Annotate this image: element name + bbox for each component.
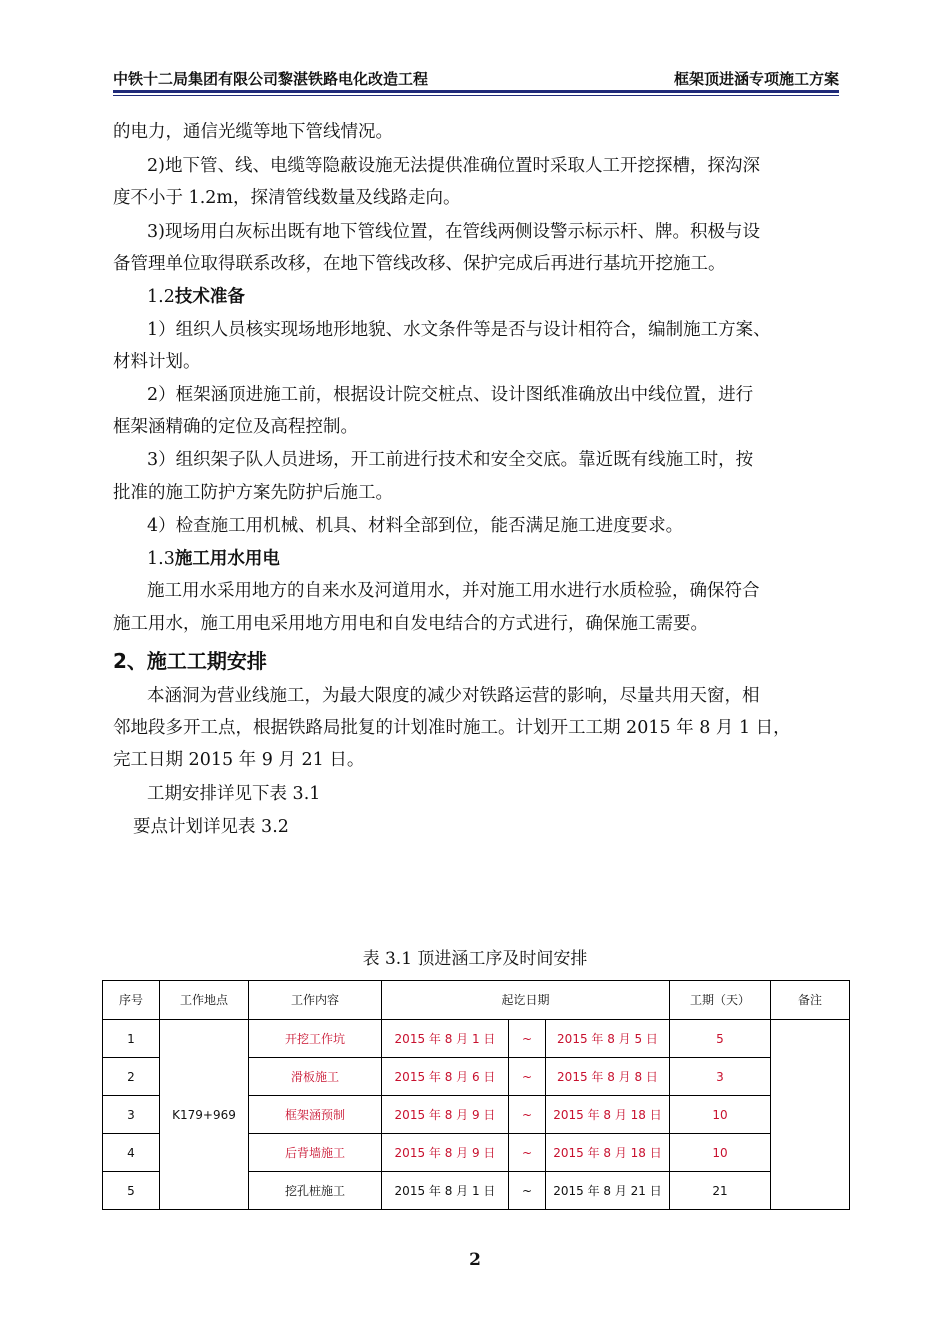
cell-days: 3 bbox=[670, 1058, 771, 1096]
header-seq: 序号 bbox=[103, 981, 160, 1020]
cell-start: 2015 年 8 月 6 日 bbox=[382, 1058, 509, 1096]
paragraph-line: 要点计划详见表 3.2 bbox=[133, 817, 289, 837]
header-document-title: 框架顶进涵专项施工方案 bbox=[673, 70, 839, 88]
page-header bbox=[113, 66, 839, 88]
paragraph-line: 完工日期 2015 年 9 月 21 日。 bbox=[113, 750, 365, 770]
paragraph-line: 材料计划。 bbox=[113, 352, 201, 372]
paragraph-line: 本涵洞为营业线施工，为最大限度的减少对铁路运营的影响，尽量共用天窗，相 bbox=[147, 686, 760, 706]
paragraph-line: 施工用水采用地方的自来水及河道用水，并对施工用水进行水质检验，确保符合 bbox=[147, 581, 760, 601]
cell-content: 后背墙施工 bbox=[249, 1134, 382, 1172]
cell-end: 2015 年 8 月 18 日 bbox=[546, 1096, 670, 1134]
cell-days: 10 bbox=[670, 1134, 771, 1172]
section-heading-1-3 bbox=[147, 545, 280, 570]
cell-days: 21 bbox=[670, 1172, 771, 1210]
paragraph-line: 的电力，通信光缆等地下管线情况。 bbox=[113, 122, 393, 142]
section-title: 技术准备 bbox=[174, 287, 245, 307]
cell-end: 2015 年 8 月 5 日 bbox=[546, 1020, 670, 1058]
paragraph-line: 2）框架涵顶进施工前，根据设计院交桩点、设计图纸准确放出中线位置，进行 bbox=[147, 385, 754, 405]
cell-start: 2015 年 8 月 9 日 bbox=[382, 1096, 509, 1134]
cell-separator: ~ bbox=[509, 1096, 546, 1134]
header-location: 工作地点 bbox=[160, 981, 249, 1020]
paragraph-line: 1）组织人员核实现场地形地貌、水文条件等是否与设计相符合，编制施工方案、 bbox=[147, 320, 771, 340]
paragraph-line: 备管理单位取得联系改移，在地下管线改移、保护完成后再进行基坑开挖施工。 bbox=[113, 254, 726, 274]
paragraph-line: 3)现场用白灰标出既有地下管线位置，在管线两侧设警示标示杆、牌。积极与设 bbox=[147, 222, 760, 242]
section-title: 施工用水用电 bbox=[174, 549, 280, 569]
cell-start: 2015 年 8 月 1 日 bbox=[382, 1172, 509, 1210]
cell-separator: ~ bbox=[509, 1172, 546, 1210]
cell-seq: 3 bbox=[103, 1096, 160, 1134]
page-number: 2 bbox=[469, 1250, 481, 1270]
paragraph-line: 工期安排详见下表 3.1 bbox=[147, 784, 321, 804]
header-project-title: 中铁十二局集团有限公司黎湛铁路电化改造工程 bbox=[113, 70, 429, 88]
paragraph-line: 批准的施工防护方案先防护后施工。 bbox=[113, 483, 393, 503]
paragraph-line: 框架涵精确的定位及高程控制。 bbox=[113, 417, 358, 437]
cell-content: 框架涵预制 bbox=[249, 1096, 382, 1134]
header-rule-thick bbox=[113, 90, 839, 93]
cell-seq: 1 bbox=[103, 1020, 160, 1058]
cell-seq: 4 bbox=[103, 1134, 160, 1172]
cell-end: 2015 年 8 月 8 日 bbox=[546, 1058, 670, 1096]
schedule-table bbox=[102, 980, 850, 1210]
cell-separator: ~ bbox=[509, 1020, 546, 1058]
cell-content: 滑板施工 bbox=[249, 1058, 382, 1096]
paragraph-line: 度不小于 1.2m，探清管线数量及线路走向。 bbox=[113, 188, 461, 208]
cell-location: K179+969 bbox=[160, 1020, 249, 1210]
cell-content: 开挖工作坑 bbox=[249, 1020, 382, 1058]
table-caption: 表 3.1 顶进涵工序及时间安排 bbox=[362, 949, 588, 969]
header-content: 工作内容 bbox=[249, 981, 382, 1020]
cell-seq: 5 bbox=[103, 1172, 160, 1210]
paragraph-line: 2)地下管、线、电缆等隐蔽设施无法提供准确位置时采取人工开挖探槽，探沟深 bbox=[147, 156, 760, 176]
table-header-row bbox=[103, 981, 850, 1020]
section-number: 1.3 bbox=[147, 549, 175, 569]
cell-content: 挖孔桩施工 bbox=[249, 1172, 382, 1210]
table-row bbox=[103, 1020, 850, 1058]
paragraph-line: 4）检查施工用机械、机具、材料全部到位，能否满足施工进度要求。 bbox=[147, 516, 684, 536]
header-days: 工期（天） bbox=[670, 981, 771, 1020]
cell-separator: ~ bbox=[509, 1058, 546, 1096]
header-period: 起讫日期 bbox=[382, 981, 670, 1020]
header-rule-thin bbox=[113, 95, 839, 96]
chapter-heading: 2、施工工期安排 bbox=[113, 649, 267, 673]
cell-separator: ~ bbox=[509, 1134, 546, 1172]
cell-end: 2015 年 8 月 21 日 bbox=[546, 1172, 670, 1210]
cell-seq: 2 bbox=[103, 1058, 160, 1096]
cell-start: 2015 年 8 月 1 日 bbox=[382, 1020, 509, 1058]
cell-days: 10 bbox=[670, 1096, 771, 1134]
paragraph-line: 邻地段多开工点，根据铁路局批复的计划准时施工。计划开工工期 2015 年 8 月 1 日， bbox=[113, 718, 791, 738]
cell-remark bbox=[771, 1020, 850, 1210]
cell-days: 5 bbox=[670, 1020, 771, 1058]
paragraph-line: 施工用水，施工用电采用地方用电和自发电结合的方式进行，确保施工需要。 bbox=[113, 614, 708, 634]
cell-start: 2015 年 8 月 9 日 bbox=[382, 1134, 509, 1172]
section-number: 1.2 bbox=[147, 287, 175, 307]
paragraph-line: 3）组织架子队人员进场，开工前进行技术和安全交底。靠近既有线施工时，按 bbox=[147, 450, 754, 470]
cell-end: 2015 年 8 月 18 日 bbox=[546, 1134, 670, 1172]
section-heading-1-2 bbox=[147, 283, 245, 308]
header-remark: 备注 bbox=[771, 981, 850, 1020]
